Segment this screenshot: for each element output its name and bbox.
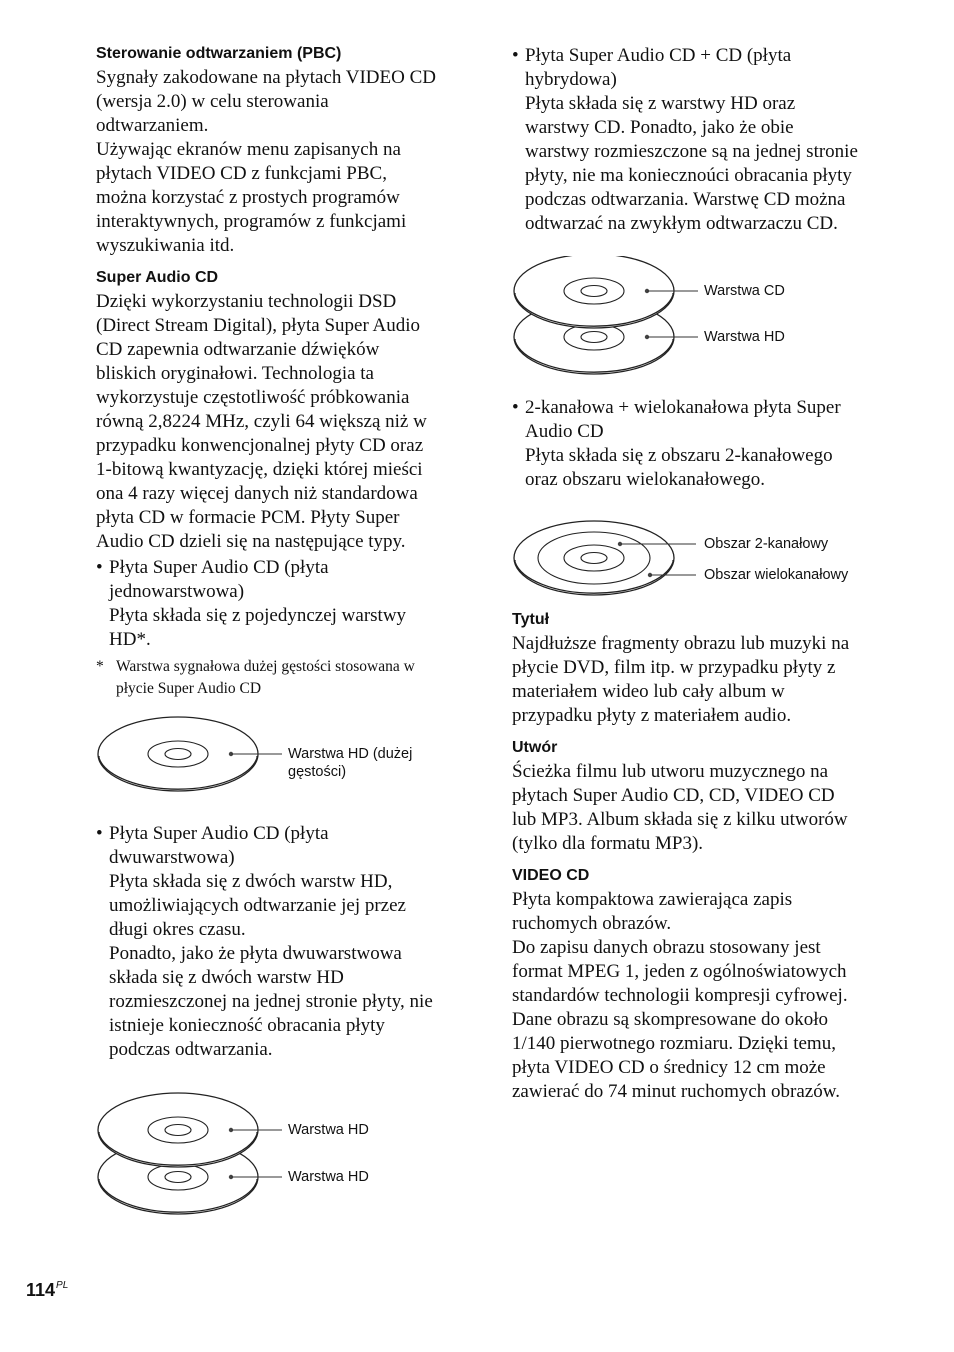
hybrid-disc-figure [512,256,884,396]
text-line: Ponadto, jako że płyta dwuwarstwowa [109,943,402,964]
text-line: Płyta Super Audio CD (płyta [109,557,329,578]
dual-layer-disc-figure [96,1088,468,1228]
left-column [96,44,468,1228]
single-layer-disc-figure [96,712,468,822]
text-line: (tylko dla formatu MP3). [512,833,704,854]
text-line: 1-bitową kwantyzację, dzięki której mieści [96,459,423,480]
text-line: warstwy CD. Ponadto, jako że obie [525,117,794,138]
text-line: interaktywnych, programów z funkcjami [96,211,407,232]
dual-layer-disc-illustration [96,1088,468,1228]
text-line: 1/140 pierwotnego rozmiaru. Dzięki temu, [512,1033,836,1054]
text-line: jednowarstwowa) [109,581,245,602]
page-number-value: 114 [26,1280,56,1300]
text-line: ruchomych obrazów. [512,913,672,934]
label-2-channel-area: Obszar 2-kanałowy [704,536,829,552]
text-line: Płyta składa się z dwóch warstw HD, [109,871,393,892]
text-line: płyta CD w formacie PCM. Płyty Super [96,507,400,528]
text-line: Ścieżka filmu lub utworu muzycznego na [512,761,829,782]
text-line: (wersja 2.0) w celu sterowania [96,91,329,112]
text-line: format MPEG 1, jeden z ogólnoświatowych [512,961,847,982]
text-line: Dane obrazu są skompresowane do około [512,1009,829,1030]
footnote-line: płycie Super Audio CD [116,680,262,697]
text-line: wykorzystuje częstotliwość próbkowania [96,387,410,408]
text-line: można korzystać z prostych programów [96,187,400,208]
text-line: składa się z dwóch warstw HD [109,967,344,988]
bullet-hybrid [512,44,884,236]
pbc-body [96,66,468,258]
text-line: hybrydowa) [525,69,617,90]
sacd-body [96,290,468,554]
label-hd-layer: Warstwa HD [704,329,785,345]
text-line: Audio CD [525,421,604,442]
bullet-dot: • [512,397,519,418]
label-line: Warstwa HD (dużej [288,746,413,762]
label-hd-layer-bottom: Warstwa HD [288,1169,369,1185]
text-line: Najdłuższe fragmenty obrazu lub muzyki na [512,633,850,654]
video-cd-body [512,888,884,1104]
bullet-dot: • [96,823,103,844]
text-line: Płyta Super Audio CD (płyta [109,823,329,844]
text-line: odtwarzaniem. [96,115,209,136]
bullet-dot: • [512,45,519,66]
text-line: dwuwarstwowa) [109,847,235,868]
footnote [96,656,468,700]
text-line: ona 4 razy więcej danych niż standardowa [96,483,418,504]
page-number [26,1280,68,1301]
footnote-mark: * [96,658,104,675]
multichannel-disc-illustration [512,518,884,610]
heading-video-cd: VIDEO CD [512,867,590,884]
text-line: odtwarzać na zwykłym odtwarzaczu CD. [525,213,838,234]
text-line: bliskich oryginałowi. Technologia ta [96,363,374,384]
heading-pbc: Sterowanie odtwarzaniem (PBC) [96,45,342,62]
heading-super-audio-cd: Super Audio CD [96,269,219,286]
text-line: rozmieszczonej na jednej stronie płyty, nie [109,991,433,1012]
label-hd-layer-top: Warstwa HD [288,1122,369,1138]
text-line: Audio CD dzieli się na następujące typy. [96,531,406,552]
track-body [512,760,884,856]
text-line: podczas odtwarzania. Warstwę CD można [525,189,846,210]
text-line: Płyta składa się z pojedynczej warstwy [109,605,407,626]
text-line: równą 2,8224 MHz, czyli 64 większą niż w [96,411,427,432]
text-line: zawierać do 74 minut ruchomych obrazów. [512,1081,840,1102]
bullet-dot: • [96,557,103,578]
hybrid-disc-illustration [512,256,884,396]
bullet-single-layer [96,556,468,652]
text-line: Płyta składa się z obszaru 2-kanałowego [525,445,833,466]
label-cd-layer: Warstwa CD [704,283,785,299]
text-line: umożliwiających odtwarzanie jej przez [109,895,406,916]
text-line: Płyta kompaktowa zawierająca zapis [512,889,793,910]
footnote-line: Warstwa sygnałowa dużej gęstości stosowana w [116,658,415,675]
text-line: płytach Super Audio CD, CD, VIDEO CD [512,785,835,806]
label-line: gęstości) [288,764,347,780]
heading-title: Tytuł [512,611,550,628]
text-line: Dzięki wykorzystaniu technologii DSD [96,291,397,312]
bullet-multichannel [512,396,884,492]
text-line: wyszukiwania itd. [96,235,235,256]
text-line: Sygnały zakodowane na płytach VIDEO CD [96,67,436,88]
text-line: HD*. [109,629,151,650]
text-line: Do zapisu danych obrazu stosowany jest [512,937,821,958]
text-line: materiałem wideo lub cały album w [512,681,785,702]
text-line: Płyta składa się z warstwy HD oraz [525,93,796,114]
text-line: przypadku płyty z materiałem audio. [512,705,792,726]
bullet-dual-layer [96,822,468,1062]
text-line: Używając ekranów menu zapisanych na [96,139,401,160]
heading-track: Utwór [512,739,558,756]
text-line: płyta VIDEO CD o średnicy 12 cm może [512,1057,826,1078]
text-line: oraz obszaru wielokanałowego. [525,469,766,490]
text-line: płytach VIDEO CD z funkcjami PBC, [96,163,387,184]
label-hd-high-density [288,745,412,781]
text-line: CD zapewnia odtwarzanie dźwięków [96,339,380,360]
text-line: płycie DVD, film itp. w przypadku płyty z [512,657,836,678]
text-line: standardów technologii kompresji cyfrowej. [512,985,848,1006]
text-line: (Direct Stream Digital), płyta Super Audio [96,315,420,336]
right-column [512,44,884,1104]
label-multichannel-area: Obszar wielokanałowy [704,567,849,583]
multichannel-disc-figure [512,518,884,610]
text-line: istnieje konieczność obracania płyty [109,1015,385,1036]
text-line: Płyta Super Audio CD + CD (płyta [525,45,792,66]
text-line: długi okres czasu. [109,919,246,940]
text-line: przypadku konwencjonalnej płyty CD oraz [96,435,424,456]
text-line: 2-kanałowa + wielokanałowa płyta Super [525,397,841,418]
text-line: warstwy rozmieszczone są na jednej stronie [525,141,858,162]
text-line: podczas odtwarzania. [109,1039,273,1060]
page-language-code: PL [56,1280,69,1291]
title-body [512,632,884,728]
text-line: lub MP3. Album składa się z kilku utworów [512,809,848,830]
text-line: płyty, nie ma koniecznoúci obracania płyty [525,165,852,186]
